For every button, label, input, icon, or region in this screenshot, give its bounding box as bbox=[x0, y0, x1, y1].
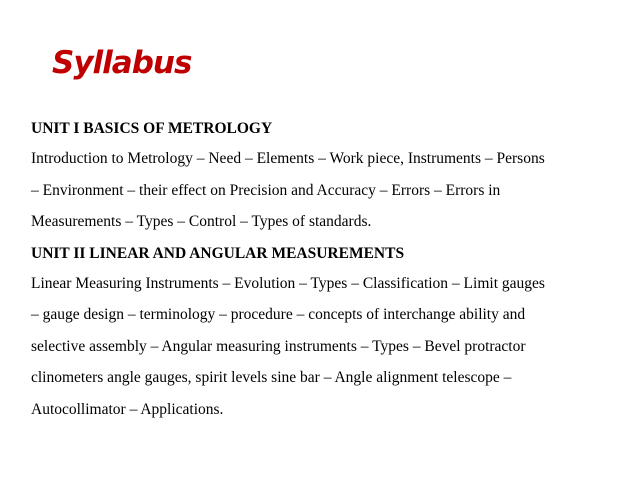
syllabus-content bbox=[31, 117, 631, 429]
unit-2-text-line: – gauge design – terminology – procedure – concepts of interchange ability and bbox=[31, 306, 526, 323]
unit-1-heading: UNIT I BASICS OF METROLOGY bbox=[31, 120, 273, 137]
unit-1-text-line: Introduction to Metrology – Need – Elements – Work piece, Instruments – Persons bbox=[31, 150, 545, 167]
unit-1-text-line: Measurements – Types – Control – Types of standards. bbox=[31, 213, 372, 230]
unit-2-text-line: Autocollimator – Applications. bbox=[31, 400, 224, 418]
unit-1-text-line: – Environment – their effect on Precision and Accuracy – Errors – Errors in bbox=[31, 181, 501, 199]
unit-2-text-line: Linear Measuring Instruments – Evolution – Types – Classification – Limit gauges bbox=[31, 274, 545, 292]
unit-2-text-line: clinometers angle gauges, spirit levels sine bar – Angle alignment telescope – bbox=[31, 369, 512, 386]
unit-2-heading: UNIT II LINEAR AND ANGULAR MEASUREMENTS bbox=[31, 244, 405, 262]
unit-2-text-line: selective assembly – Angular measuring instruments – Types – Bevel protractor bbox=[31, 337, 526, 355]
slide-title: Syllabus bbox=[52, 45, 192, 81]
